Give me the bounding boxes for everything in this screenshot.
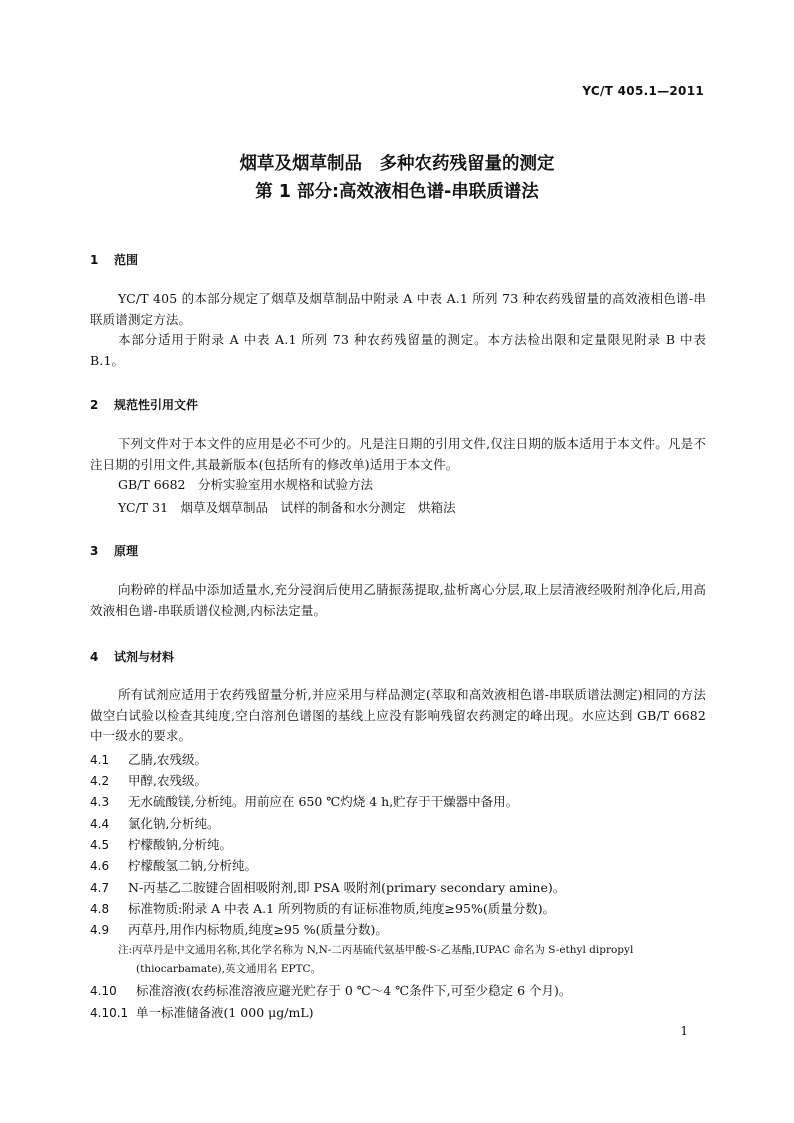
section-title: 原理 — [114, 544, 139, 558]
reference-gbt-6682: GB/T 6682 分析实验室用水规格和试验方法 — [118, 477, 374, 492]
section-3-heading — [90, 542, 138, 559]
page-number: 1 — [680, 1024, 688, 1038]
list-item-4-9 — [90, 920, 388, 941]
section-title: 规范性引用文件 — [114, 398, 199, 412]
item-number: 4.6 — [90, 859, 110, 873]
list-item-4-5 — [90, 835, 232, 856]
item-number: 4.5 — [90, 838, 110, 852]
item-text: 单一标准储备液(1 000 μg/mL) — [136, 1005, 314, 1020]
item-number: 4.4 — [90, 817, 110, 831]
list-item-4-10 — [90, 981, 571, 1002]
note-line-2: (thiocarbamate),英文通用名 EPTC。 — [136, 963, 322, 975]
note-line-1: 注:丙草丹是中文通用名称,其化学名称为 N,N-二丙基硫代氨基甲酸-S-乙基酯,IUPAC 命名为 S-ethyl dipropyl — [118, 944, 634, 956]
item-number: 4.10 — [90, 984, 117, 998]
item-text: N-丙基乙二胺键合固相吸附剂,即 PSA 吸附剂(primary secondary amine)。 — [128, 880, 566, 895]
item-number: 4.7 — [90, 881, 110, 895]
list-item-4-6 — [90, 856, 257, 877]
note — [90, 941, 706, 979]
document-title-line1: 烟草及烟草制品 多种农药残留量的测定 — [239, 154, 555, 174]
section-number: 2 — [90, 398, 99, 412]
item-text: 乙腈,农残级。 — [128, 752, 207, 767]
item-number: 4.1 — [90, 753, 110, 767]
section-title: 试剂与材料 — [114, 650, 175, 664]
list-item-4-1 — [90, 750, 207, 771]
section-1-heading — [90, 251, 138, 268]
item-text: 标准溶液(农药标准溶液应避光贮存于 0 ℃～4 ℃条件下,可至少稳定 6 个月)。 — [136, 983, 572, 998]
item-number: 4.8 — [90, 902, 110, 916]
section-number: 3 — [90, 544, 99, 558]
item-number: 4.2 — [90, 774, 110, 788]
item-text: 甲醇,农残级。 — [128, 773, 207, 788]
section-number: 1 — [90, 253, 99, 267]
item-text: 柠檬酸氢二钠,分析纯。 — [128, 858, 257, 873]
list-item-4-3 — [90, 792, 518, 813]
list-item-4-2 — [90, 771, 207, 792]
reference-yct-31: YC/T 31 烟草及烟草制品 试样的制备和水分测定 烘箱法 — [118, 500, 456, 515]
item-text: 柠檬酸钠,分析纯。 — [128, 837, 232, 852]
standard-code: YC/T 405.1—2011 — [582, 84, 704, 98]
item-number: 4.3 — [90, 795, 110, 809]
section-1-paragraph-1: YC/T 405 的本部分规定了烟草及烟草制品中附录 A 中表 A.1 所列 73 种农药残留量的高效液相色谱-串联质谱测定方法。 — [90, 291, 706, 327]
section-4-heading — [90, 648, 174, 665]
section-3-paragraph-1: 向粉碎的样品中添加适量水,充分浸润后使用乙腈振荡提取,盐析离心分层,取上层清液经吸附剂净化后,用高效液相色谱-串联质谱仪检测,内标法定量。 — [90, 582, 706, 618]
section-4-paragraph-1: 所有试剂应适用于农药残留量分析,并应采用与样品测定(萃取和高效液相色谱-串联质谱法测定)相同的方法做空白试验以检查其纯度,空白溶剂色谱图的基线上应没有影响残留农药测定的峰出现。水应达到 GB/T 6682 中一级水的要求。 — [90, 687, 706, 743]
item-text: 丙草丹,用作内标物质,纯度≥95 %(质量分数)。 — [128, 922, 388, 937]
item-text: 氯化钠,分析纯。 — [128, 816, 220, 831]
section-2-heading — [90, 396, 198, 413]
item-text: 无水硫酸镁,分析纯。用前应在 650 ℃灼烧 4 h,贮存于干燥器中备用。 — [128, 794, 519, 809]
section-2-paragraph-1: 下列文件对于本文件的应用是必不可少的。凡是注日期的引用文件,仅注日期的版本适用于本文件。凡是不注日期的引用文件,其最新版本(包括所有的修改单)适用于本文件。 — [90, 436, 706, 472]
item-number: 4.9 — [90, 923, 110, 937]
list-item-4-7 — [90, 878, 565, 899]
list-item-4-4 — [90, 814, 219, 835]
list-item-4-8 — [90, 899, 555, 920]
section-title: 范围 — [114, 253, 139, 267]
item-text: 标准物质:附录 A 中表 A.1 所列物质的有证标准物质,纯度≥95%(质量分数)。 — [128, 901, 556, 916]
list-item-4-10-1 — [90, 1003, 314, 1024]
document-title-line2: 第 1 部分:高效液相色谱-串联质谱法 — [255, 182, 539, 202]
section-number: 4 — [90, 650, 99, 664]
section-1-paragraph-2: 本部分适用于附录 A 中表 A.1 所列 73 种农药残留量的测定。本方法检出限和定量限见附录 B 中表 B.1。 — [90, 332, 706, 368]
item-number: 4.10.1 — [90, 1006, 129, 1020]
